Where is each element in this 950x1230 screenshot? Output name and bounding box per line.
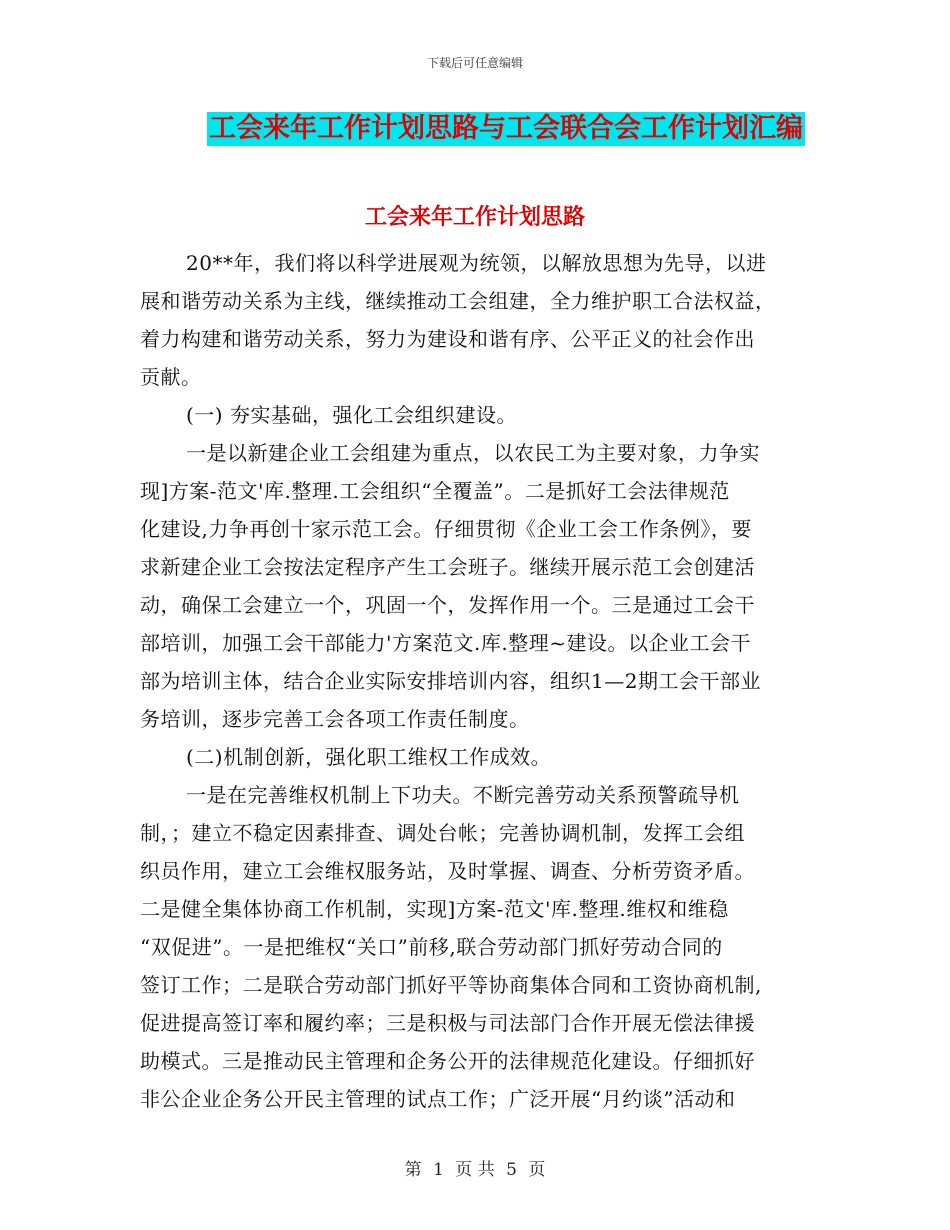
section-title: 工会来年工作计划思路 xyxy=(364,205,585,230)
footer-mid: 页 共 xyxy=(455,1160,495,1180)
footer-current-page: 1 xyxy=(433,1160,444,1180)
footer-prefix: 第 xyxy=(404,1160,422,1180)
paragraph-line: 非公企业企务公开民主管理的试点工作；广泛开展“月约谈”活动和 xyxy=(140,1087,736,1111)
paragraph-line: 务培训，逐步完善工会各项工作责任制度。 xyxy=(140,707,530,731)
paragraph-line: “双促进”。一是把维权“关口”前移,联合劳动部门抓好劳动合同的 xyxy=(140,935,723,959)
paragraph-line: 部培训，加强工会干部能力'方案范文.库.整理~建设。以企业工会干 xyxy=(140,631,751,655)
paragraph-line: 促进提高签订率和履约率；三是积极与司法部门合作开展无偿法律援 xyxy=(140,1011,755,1035)
subheading-line: (一) 夯实基础，强化工会组织建设。 xyxy=(186,403,517,427)
footer-suffix: 页 xyxy=(528,1160,546,1180)
paragraph-line: 一是以新建企业工会组建为重点，以农民工为主要对象，力争实 xyxy=(186,441,760,465)
paragraph-line: 一是在完善维权机制上下功夫。不断完善劳动关系预警疏导机 xyxy=(186,783,740,807)
paragraph-line: 展和谐劳动关系为主线，继续推动工会组建，全力维护职工合法权益， xyxy=(140,289,776,313)
main-title: 工会来年工作计划思路与工会联合会工作计划汇编 xyxy=(209,113,803,144)
paragraph-line: 贡献。 xyxy=(140,365,202,389)
paragraph-line: 签订工作；二是联合劳动部门抓好平等协商集体合同和工资协商机制, xyxy=(140,973,762,997)
paragraph-line: 助模式。三是推动民主管理和企务公开的法律规范化建设。仔细抓好 xyxy=(140,1049,755,1073)
paragraph-line: 着力构建和谐劳动关系，努力为建设和谐有序、公平正义的社会作出 xyxy=(140,327,755,351)
paragraph-line: 现]方案-范文'库.整理.工会组织“全覆盖”。二是抓好工会法律规范 xyxy=(140,479,730,503)
paragraph-line: 化建设,力争再创十家示范工会。仔细贯彻《企业工会工作条例》，要 xyxy=(140,517,752,541)
paragraph-line: 织员作用，建立工会维权服务站，及时掌握、调查、分析劳资矛盾。 xyxy=(140,859,755,883)
subheading-line: (二)机制创新，强化职工维权工作成效。 xyxy=(186,745,552,769)
paragraph-line: 制，；建立不稳定因素排查、调处台帐；完善协调机制，发挥工会组 xyxy=(140,821,745,845)
paragraph-line: 动，确保工会建立一个，巩固一个，发挥作用一个。三是通过工会干 xyxy=(140,593,755,617)
paragraph-line: 求新建企业工会按法定程序产生工会班子。继续开展示范工会创建活 xyxy=(140,555,755,579)
paragraph-line: 二是健全集体协商工作机制，实现]方案-范文'库.整理.维权和维稳 xyxy=(140,897,729,921)
paragraph-line: 部为培训主体，结合企业实际安排培训内容，组织1—2期工会干部业 xyxy=(140,669,761,693)
header-note: 下载后可任意编辑 xyxy=(426,56,523,70)
body-text xyxy=(140,244,820,1118)
page-footer xyxy=(0,1155,950,1180)
paragraph-line: 20**年，我们将以科学进展观为统领，以解放思想为先导，以进 xyxy=(186,251,767,275)
footer-total-pages: 5 xyxy=(506,1160,517,1180)
